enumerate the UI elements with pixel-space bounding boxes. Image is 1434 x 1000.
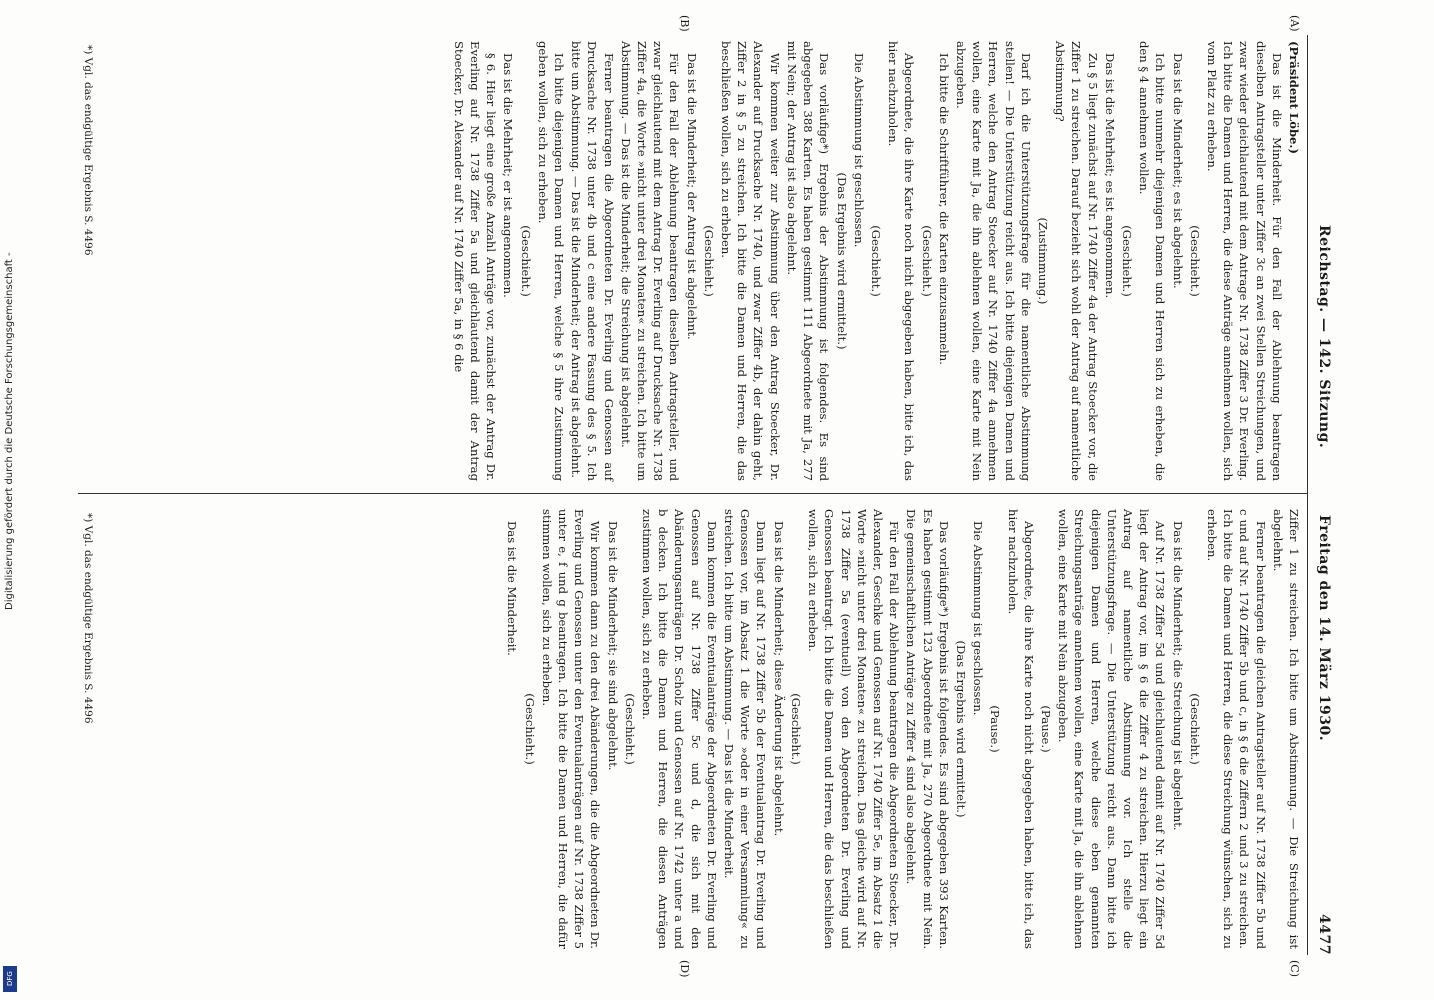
column-divider <box>78 493 1308 494</box>
funding-note: Digitalisierung gefördert durch die Deutsche Forschungsgemeinschaft - <box>4 252 15 610</box>
right-paragraph: (Geschieht.) <box>522 693 537 765</box>
right-paragraph: Wir kommen dann zu den drei Abänderungen, die die Abgeordneten Dr. Everling und Genossen unter den Eventualanträgen auf Nr. 1738 Ziffer 5 unter e, f und g beantragen. Ich bitte die Damen und Herren, die dafür stimmen wollen, sich zu erheben. <box>539 509 603 949</box>
right-paragraph: (Geschieht.) <box>788 693 803 765</box>
right-paragraph: Das ist die Minderheit; sie sind abgelehnt. <box>605 521 620 771</box>
right-paragraph: (Pause.) <box>1038 705 1053 753</box>
dfg-logo: DFG <box>3 966 17 992</box>
left-paragraph: (Präsident Löbe.) <box>1287 41 1301 154</box>
header-rule <box>1307 35 1308 955</box>
left-paragraph: (Geschieht.) <box>701 225 716 297</box>
left-paragraph: Ich bitte nunmehr diejenigen Damen und Herren sich zu erheben, die den § 4 annehmen wollen. <box>1137 41 1168 481</box>
right-paragraph: (Geschieht.) <box>622 693 637 765</box>
page-number: 4477 <box>1316 914 1332 955</box>
running-header <box>1312 35 1332 955</box>
right-paragraph: Ferner beantragen die gleichen Antragsteller auf Nr. 1738 Ziffer 5b und c und auf Nr. 1740 Ziffer 5b und c, in § 6 die Ziffern 2 und 3 zu streichen. Ich bitte die Damen und Herren, die diese Streichung wünschen, sich zu erheben. <box>1204 509 1268 949</box>
margin-mark-d: (D) <box>678 960 691 978</box>
left-paragraph: Ich bitte die Schriftführer, die Karten einzusammeln. <box>936 53 951 365</box>
left-paragraph: Die Abstimmung ist geschlossen. <box>851 53 866 248</box>
right-paragraph: Abgeordnete, die ihre Karte noch nicht abgegeben haben, bitte ich, das hier nachzuholen. <box>1005 509 1036 949</box>
header-date: Freitag den 14. März 1930. <box>1316 515 1332 742</box>
margin-mark-c: (C) <box>1288 960 1301 977</box>
right-paragraph: Das ist die Minderheit; diese Änderung ist abgelehnt. <box>771 521 786 837</box>
footnote-right: *) Vgl. das endgültige Ergebnis S. 4496 <box>82 513 94 724</box>
right-paragraph: Die Abstimmung ist geschlossen. <box>971 521 986 716</box>
right-paragraph: Auf Nr. 1738 Ziffer 5d und gleichlautend damit auf Nr. 1740 Ziffer 5d liegt der Antrag vor, im § 6 die Ziffer 4 zu streichen. Hierzu liegt ein Antrag auf namentliche Abstimmung vor. Ich stelle die Unterstützungsfrage. — Die Unterstützung reicht aus. Dann bitte ich diejenigen Damen und Herren, welche diese eben genannten Streichungsanträge annehmen wollen, eine Karte mit Ja, die ihn ablehnen wollen, eine Karte mit Nein abzugeben. <box>1056 509 1168 949</box>
right-paragraph: (Geschieht.) <box>1187 693 1202 765</box>
right-paragraph: Dann liegt auf Nr. 1738 Ziffer 5b der Eventualantrag Dr. Everling und Genossen vor, im Absatz 1 die Worte »oder in einer Versammlung« zu streichen. Ich bitte um Abstimmung. — Das ist die Minderheit. <box>722 509 769 949</box>
left-paragraph: (Das Ergebnis wird ermittelt.) <box>834 172 849 350</box>
left-paragraph: Ich bitte diejenigen Damen und Herren, welche § 5 ihre Zustimmung geben wollen, sich zu erheben. <box>535 41 567 481</box>
margin-mark-a: (A) <box>1288 15 1301 32</box>
right-paragraph: Ziffer 1 zu streichen. Ich bitte um Abstimmung. — Die Streichung ist abgelehnt. <box>1270 509 1301 949</box>
left-paragraph: Das ist die Minderheit; es ist abgelehnt. <box>1170 53 1185 289</box>
right-paragraph: Für den Fall der Ablehnung beantragen die Abgeordneten Stoecker, Dr. Alexander, Geschke und Genossen auf Nr. 1740 Ziffer 5e, im Absatz 1 die Worte »nicht unter drei Monaten« zu streichen. Das gleiche wird auf Nr. 1738 Ziffer 5a (eventuell) von den Abgeordneten Dr. Everling und Genossen beantragt. Ich bitte die Damen und Herren, die das beschließen wollen, sich zu erheben. <box>806 509 902 949</box>
right-paragraph: Dann kommen die Eventualanträge der Abgeordneten Dr. Everling und Genossen auf Nr. 1738 Ziffer 5c und d, die sich mit den Abänderungsanträgen Dr. Scholz und Genossen auf Nr. 1742 unter a und b decken. Ich bitte die Damen und Herren, die diesen Anträgen zustimmen wollen, sich zu erheben. <box>640 509 719 949</box>
right-paragraph: Das vorläufige*) Ergebnis ist folgendes. Es sind abgegeben 393 Karten. Es haben gestimmt 123 Abgeordnete mit Ja, 270 Abgeordnete mit Nein. Die gemeinschaftlichen Anträge zu Ziffer 4 sind also abgelehnt. <box>904 509 951 949</box>
left-paragraph: Das ist die Minderheit. Für den Fall der Ablehnung beantragen dieselben Antragsteller unter Ziffer 3c an zwei Stellen Streichungen, und zwar wieder gleichlautend mit dem Antrage Nr. 1738 Ziffer 3 Dr. Everling. Ich bitte die Damen und Herren, die diese Anträge annehmen wollen, sich vom Platz zu erheben. <box>1204 41 1284 481</box>
left-paragraph: (Geschieht.) <box>1119 225 1134 297</box>
left-column <box>450 41 1302 481</box>
left-paragraph: Abgeordnete, die ihre Karte noch nicht abgegeben haben, bitte ich, das hier nachzuholen. <box>886 41 917 481</box>
left-paragraph: (Geschieht.) <box>868 225 883 297</box>
left-paragraph: Darf ich die Unterstützungsfrage für die namentliche Abstimmung stellen! — Die Unterstützung reicht aus. Ich bitte diejenigen Damen und Herren, welche den Antrag Stoecker auf Nr. 1740 Ziffer 4a annehmen wollen, eine Karte mit Ja, die ihn ablehnen wollen, eine Karte mit Nein abzugeben. <box>953 41 1033 481</box>
margin-mark-b: (B) <box>678 15 691 32</box>
left-paragraph: Das vorläufige*) Ergebnis der Abstimmung ist folgendes. Es sind abgegeben 388 Karten. Es haben gestimmt 111 Abgeordnete mit Ja, 277 mit Nein; der Antrag ist also abgelehnt. <box>784 41 832 481</box>
left-paragraph: Das ist die Mehrheit; es ist angenommen. <box>1102 53 1117 299</box>
left-paragraph: (Geschieht.) <box>1187 225 1202 297</box>
left-paragraph: Zu § 5 liegt zunächst auf Nr. 1740 Ziffer 4a der Antrag Stoecker vor, die Ziffer 1 zu streichen. Darauf bezieht sich wohl der Antrag auf namentliche Abstimmung? <box>1053 41 1100 481</box>
left-paragraph: Das ist die Mehrheit; er ist angenommen. <box>501 53 516 298</box>
left-paragraph: Für den Fall der Ablehnung beantragen dieselben Antragsteller, und zwar gleichlautend mit dem Antrag Dr. Everling auf Drucksache Nr. 1738 Ziffer 4a, die Worte »nicht unter drei Monaten« zu streichen. Ich bitte um Abstimmung. — Das ist die Minderheit; die Streichung ist abgelehnt. <box>618 41 682 481</box>
left-paragraph: (Zustimmung.) <box>1035 217 1050 305</box>
left-paragraph: Das ist die Minderheit; der Antrag ist abgelehnt. <box>684 53 699 340</box>
left-paragraph: Wir kommen weiter zur Abstimmung über den Antrag Stoecker, Dr. Alexander auf Drucksache Nr. 1740, und zwar Ziffer 4b, der dahin geht, Ziffer 2 in § 5 zu streichen. Ich bitte die Damen und Herren, die das beschließen wollen, sich zu erheben. <box>719 41 782 481</box>
left-paragraph: § 6. Hier liegt eine große Anzahl Anträge vor, zunächst der Antrag Dr. Everling auf Nr. 1738 Ziffer 5a und gleichlautend damit der Antrag Stoecker, Dr. Alexander auf Nr. 1740 Ziffer 5a, in § 6 die <box>451 41 499 481</box>
right-paragraph: (Pause.) <box>988 705 1003 753</box>
footnote-left: *) Vgl. das endgültige Ergebnis S. 4496 <box>82 45 94 256</box>
header-session: Reichstag. — 142. Sitzung. <box>1316 225 1332 449</box>
left-paragraph: (Geschieht.) <box>518 225 533 297</box>
right-column <box>503 509 1302 949</box>
right-paragraph: Das ist die Minderheit. <box>505 521 520 656</box>
right-paragraph: Das ist die Minderheit; die Streichung ist abgelehnt. <box>1170 521 1185 831</box>
left-paragraph: (Geschieht.) <box>919 225 934 297</box>
right-paragraph: (Das Ergebnis wird ermittelt.) <box>953 640 968 818</box>
document-page <box>62 15 1332 978</box>
left-paragraph: Ferner beantragen die Abgeordneten Dr. Everling und Genossen auf Drucksache Nr. 1738 unter 4b und c eine andere Fassung des § 5. Ich bitte um Abstimmung. — Das ist die Minderheit; der Antrag ist abgelehnt. <box>569 41 616 481</box>
